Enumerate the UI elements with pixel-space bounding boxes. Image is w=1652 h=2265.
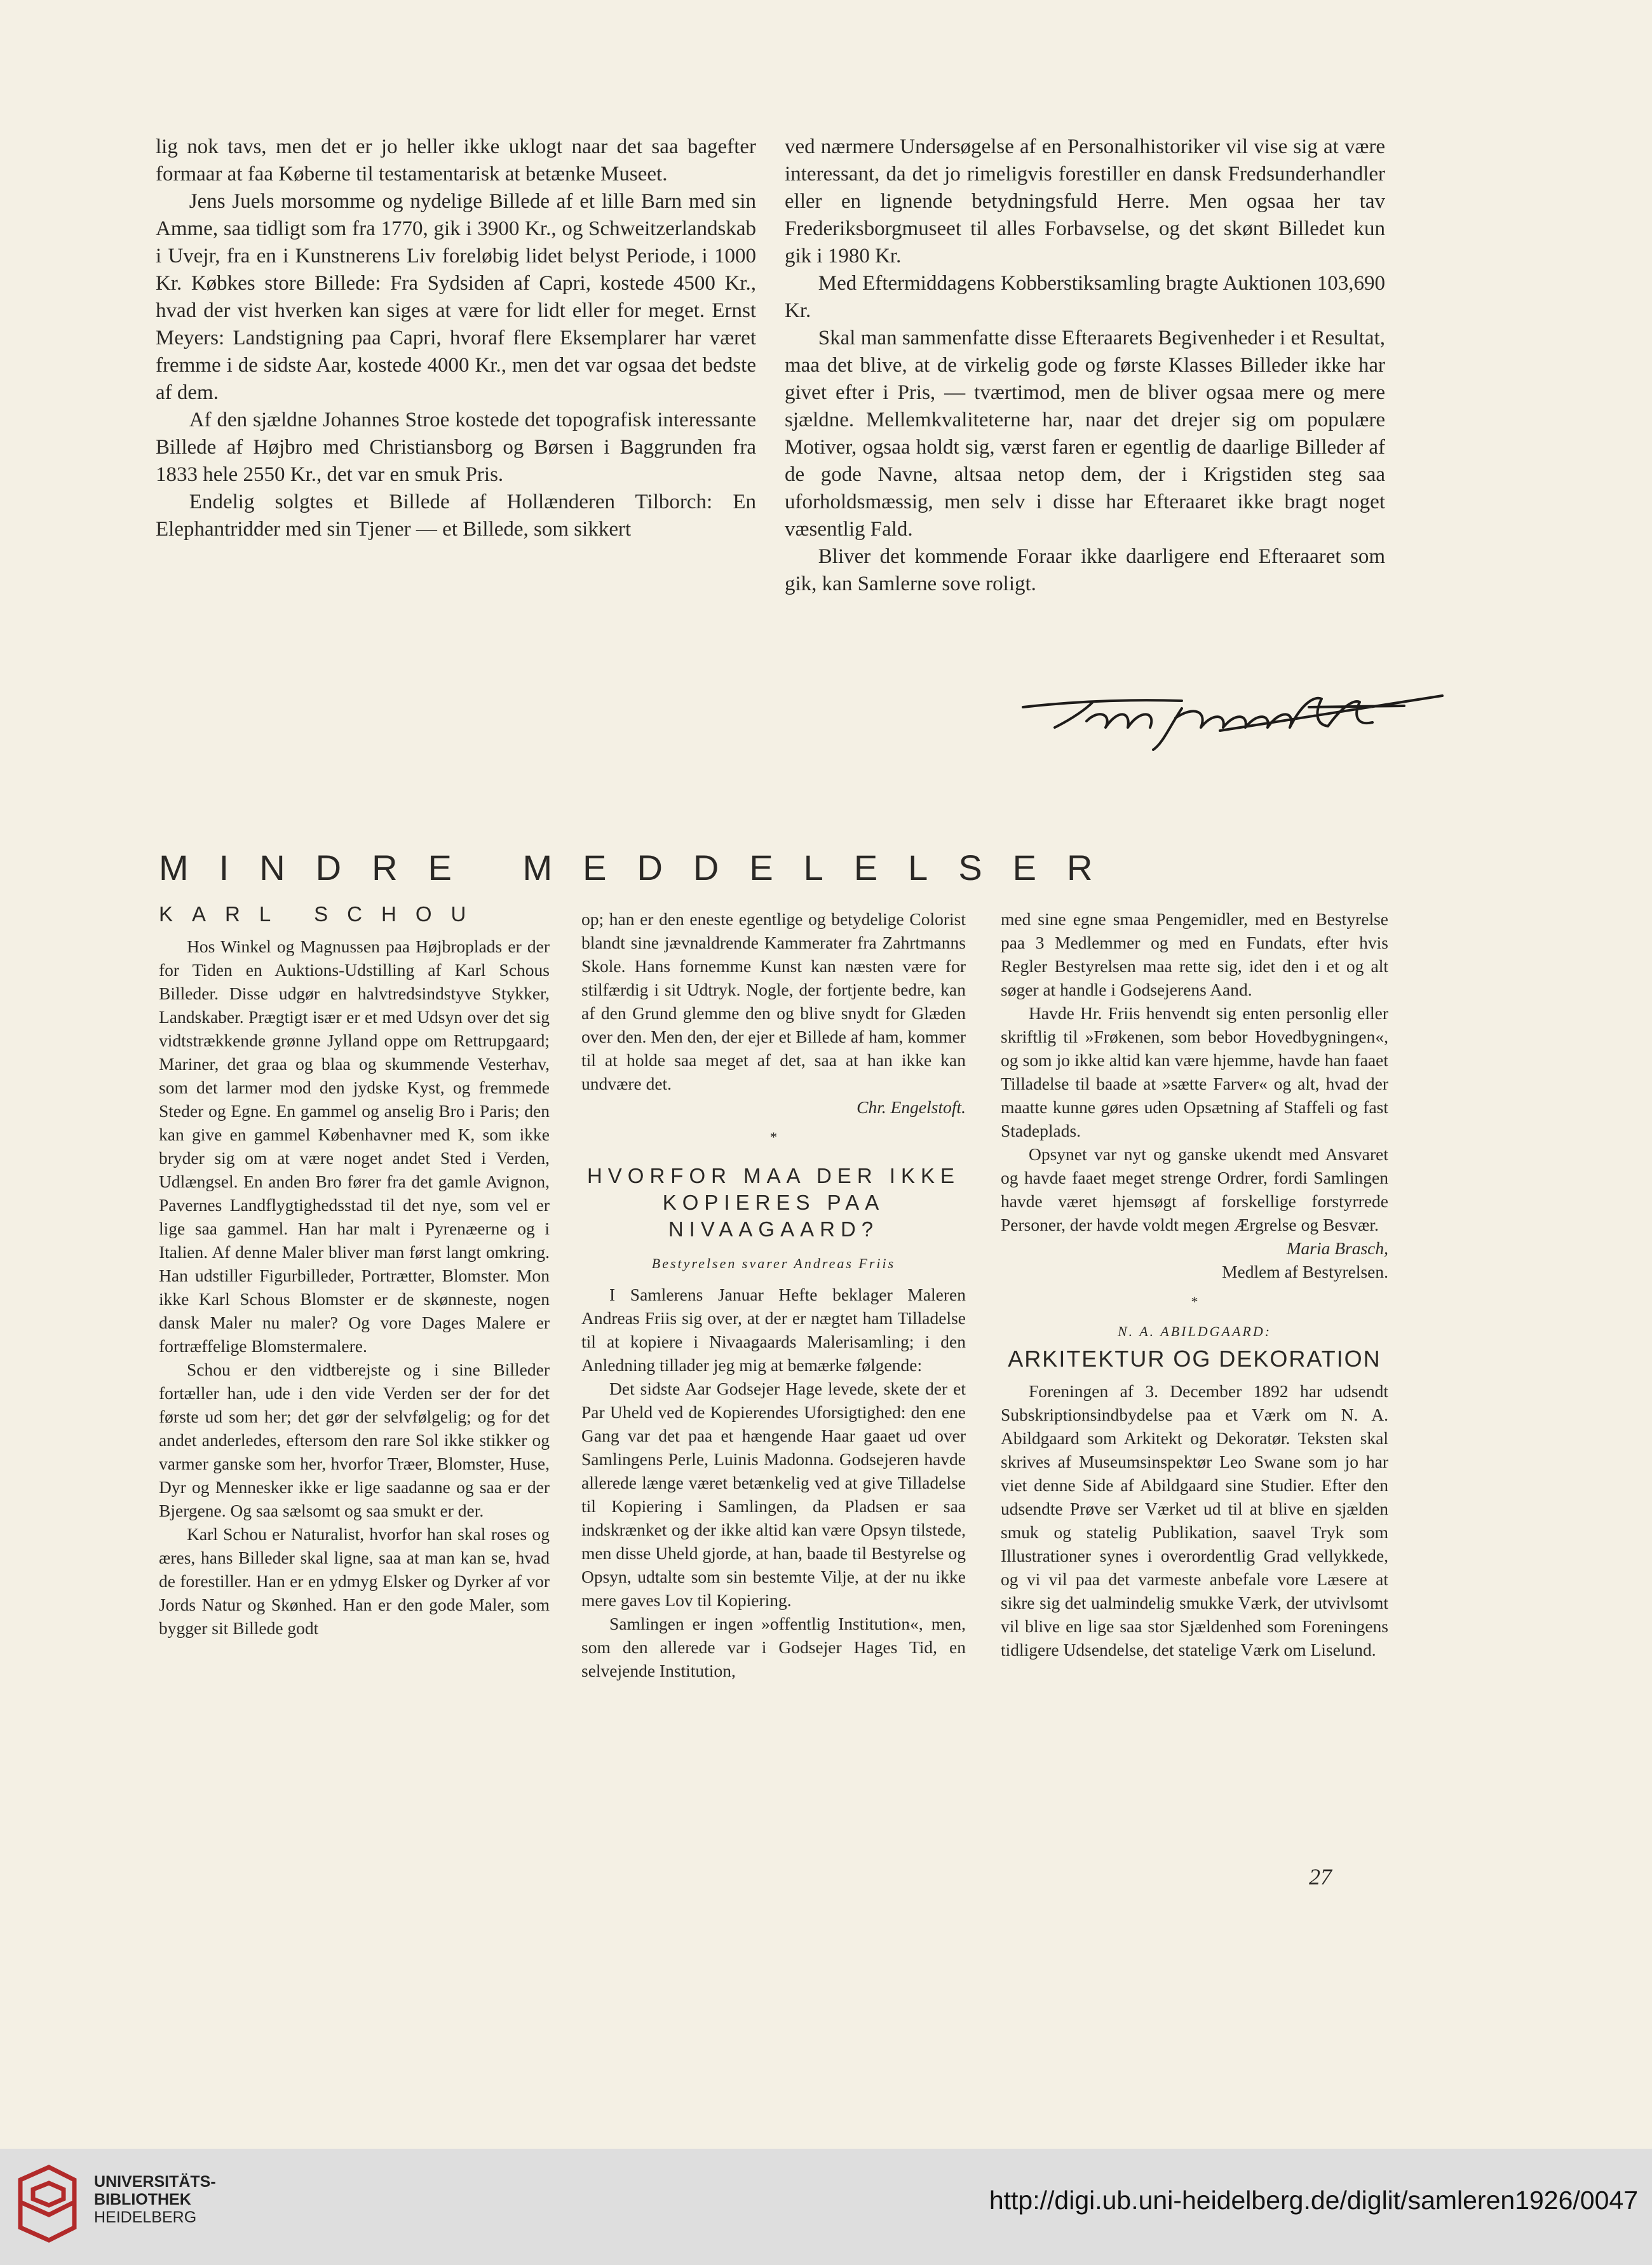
handwritten-signature bbox=[1017, 683, 1449, 753]
paragraph: Bliver det kommende Foraar ikke daarligere end Efteraaret som gik, kan Samlerne sove roligt. bbox=[785, 545, 1385, 595]
section-title: MINDRE MEDDELELSER bbox=[159, 847, 1123, 888]
paragraph: Havde Hr. Friis henvendt sig enten personlig eller skriftlig til »Frøkenen, som bebor Hovedbygningen«, og som jo ikke altid kan være hjemme, havde han faaet Tilladelse til baade at »sætte Farver« og alt, hvad der maatte kunne gøres uden Opsætning af Staffeli og fast Stadeplads. bbox=[1001, 1003, 1388, 1140]
paragraph: lig nok tavs, men det er jo heller ikke uklogt naar det saa bagefter formaar at faa Køberne til testamentarisk at betænke Museet. bbox=[156, 135, 756, 186]
karl-schou-column bbox=[159, 902, 550, 1640]
paragraph: Karl Schou er Naturalist, hvorfor han skal roses og æres, hans Billeder skal ligne, saa at man kan se, hvad de forestiller. Han er en ydmyg Elsker og Dyrker af vor Jords Natur og Skønhed. Han er den gode Maler, som bygger sit Billede godt bbox=[159, 1524, 550, 1638]
top-right-column bbox=[785, 133, 1385, 598]
middle-column bbox=[581, 907, 966, 1682]
library-logo-icon bbox=[14, 2164, 84, 2250]
separator-star: * bbox=[770, 1129, 777, 1145]
paragraph: Det sidste Aar Godsejer Hage levede, skete der et Par Uheld ved de Kopierendes Uforsigtighed: den ene Gang var det paa et hængende Haar gaaet ud over Samlingens Perle, Luinis Madonna. Godsejeren havde allerede længe været betænkelig ved at give Tilladelse til Kopiering i Samlingen, da Pladsen er saa indskrænket og der ikke altid kan være Opsyn tilstede, men disse Uheld gjorde, at han, baade til Bestyrelse og Opsyn, udtalte som sin bestemte Vilje, at der nu ikke mere gaves Lov til Kopiering. bbox=[581, 1379, 966, 1610]
paragraph: Endelig solgtes et Billede af Hollænderen Tilborch: En Elephantridder med sin Tjener — et Billede, som sikkert bbox=[156, 490, 756, 541]
source-url-link[interactable]: http://digi.ub.uni-heidelberg.de/diglit/samleren1926/0047 bbox=[989, 2186, 1638, 2215]
logo-line: UNIVERSITÄTS- bbox=[94, 2173, 216, 2191]
article-heading: ARKITEKTUR OG DEKORATION bbox=[1008, 1346, 1381, 1372]
paragraph: Hos Winkel og Magnussen paa Højbroplads er der for Tiden en Auktions-Udstilling af Karl Schous Billeder. Disse udgør en halvtredsindstyve Stykker, Landskaber. Prægtigt især er et med Udsyn over det sig vidtstrækkende grønne Jylland oppe om Rettrupgaard; Mariner, det graa og blaa og skummende Vesterhav, som det larmer mod den jydske Kyst, og fremmede Steder og Egne. En gammel og anselig Bro i Paris; den kan give en gammel Københavner med K, som ikke bryder sig om at være noget andet Sted i Verden, Udlængsel. En anden Bro fører fra det gamle Avignon, Pavernes Landflygtighedsstad til det nye, som vel er lige saa gammel. Han har malt i Pyrenæerne og i Italien. Af denne Maler bliver man først langt omkring. Han udstiller Figurbilleder, Portrætter, Blomster. Mon ikke Karl Schous Blomster er de skønneste, nogen dansk Maler nu maler? Og vore Dages Malere er fortræffelige Blomstermalere. bbox=[159, 936, 550, 1356]
paragraph: Af den sjældne Johannes Stroe kostede det topografisk interessante Billede af Højbro med Christiansborg og Børsen i Baggrunden fra 1833 hele 2550 Kr., det var en smuk Pris. bbox=[156, 409, 756, 486]
author-role: Medlem af Bestyrelsen. bbox=[1222, 1262, 1388, 1281]
paragraph: med sine egne smaa Pengemidler, med en Bestyrelse paa 3 Medlemmer og med en Fundats, efter hvis Regler Bestyrelsen maa rette sig, idet den i et og alt søger at handle i Godsejerens Aand. bbox=[1001, 909, 1388, 999]
footer-bar bbox=[0, 2149, 1652, 2265]
paragraph: op; han er den eneste egentlige og betydelige Colorist blandt sine jævnaldrende Kammerater fra Zahrtmanns Skole. Hans fornemme Kunst kan næsten være for stilfærdig i sit Udtryk. Nogle, der fortjente bedre, kan af den Grund glemme den og blive snydt for Glæden over den. Men den, der ejer et Billede af ham, kommer til at holde saa meget af det, saa at han ikke kan undvære det. bbox=[581, 909, 966, 1093]
paragraph: I Samlerens Januar Hefte beklager Maleren Andreas Friis sig over, at der er nægtet ham Tilladelse til at kopiere i Nivaagaards Malerisamling; i den Anledning tillader jeg mig at bemærke følgende: bbox=[581, 1285, 966, 1375]
page-number: 27 bbox=[1309, 1864, 1332, 1890]
library-logo-text bbox=[94, 2173, 216, 2226]
paragraph: Jens Juels morsomme og nydelige Billede af et lille Barn med sin Amme, saa tidligt som fra 1770, gik i 3900 Kr., og Schweitzerlandskab i Uvejr, fra en i Kunstnerens Liv foreløbig lidet belyst Periode, i 1000 Kr. Købkes store Billede: Fra Sydsiden af Capri, kostede 4500 Kr., hvad der vist hverken kan siges at være for lidt eller for meget. Ernst Meyers: Landstigning paa Capri, hvoraf flere Eksemplarer har været fremme i de sidste Aar, kostede 4000 Kr., men det var ogsaa det bedste af dem. bbox=[156, 190, 756, 404]
article-subheading: Bestyrelsen svarer Andreas Friis bbox=[651, 1255, 896, 1271]
article-author: Chr. Engelstoft. bbox=[856, 1097, 966, 1117]
article-author: Maria Brasch, bbox=[1286, 1238, 1388, 1258]
paragraph: Opsynet var nyt og ganske ukendt med Ansvaret og havde faaet meget strenge Ordrer, fordi Samlingen havde været hjemsøgt af forskellige forstyrrede Personer, der havde voldt megen Ærgrelse og Besvær. bbox=[1001, 1144, 1388, 1234]
right-column bbox=[1001, 907, 1388, 1661]
separator-star: * bbox=[1191, 1294, 1198, 1309]
article-heading: HVORFOR MAA DER IKKE KOPIERES PAA NIVAAGAARD? bbox=[586, 1164, 961, 1241]
logo-line: BIBLIOTHEK bbox=[94, 2191, 191, 2208]
paragraph: Skal man sammenfatte disse Efteraarets Begivenheder i et Resultat, maa det blive, at de virkelig gode og første Klasses Billeder ikke har givet efter i Pris, — tværtimod, men de bliver ogsaa mere og mere sjældne. Mellemkvaliteterne har, naar det drejer sig om populære Motiver, ogsaa holdt sig, værst faren er egentlig de daarlige Billeder af de gode Navne, altsaa netop dem, der i Krigstiden steg saa uforholdsmæssig, men selv i disse har Efteraaret ikke bragt noget væsentlig Fald. bbox=[785, 327, 1385, 541]
article-subheading: N. A. ABILDGAARD: bbox=[1117, 1323, 1272, 1339]
paragraph: Med Eftermiddagens Kobberstiksamling bragte Auktionen 103,690 Kr. bbox=[785, 272, 1385, 322]
top-left-column bbox=[156, 133, 756, 543]
paragraph: ved nærmere Undersøgelse af en Personalhistoriker vil vise sig at være interessant, da det jo rimeligvis forestiller en dansk Fredsunderhandler eller en lignende betydningsfuld Herre. Men ogsaa her tav Frederiksborgmuseet til alles Forbavselse, og det skønt Billedet kun gik i 1980 Kr. bbox=[785, 135, 1385, 267]
article-heading: KARL SCHOU bbox=[159, 902, 485, 926]
paragraph: Samlingen er ingen »offentlig Institution«, men, som den allerede var i Godsejer Hages Tid, en selvejende Institution, bbox=[581, 1614, 966, 1680]
paragraph: Schou er den vidtberejste og i sine Billeder fortæller han, ude i den vide Verden ser der for det første ud som her; det gør der selvfølgelig; og for det andet anderledes, eftersom den rare Sol ikke stikker og varmer ganske som her, hvorfor Træer, Blomster, Huse, Dyr og Mennesker ikke er lige saadanne og saa er der Bjergene. Og saa sælsomt og saa smukt er der. bbox=[159, 1360, 550, 1520]
logo-line: HEIDELBERG bbox=[94, 2208, 197, 2226]
paragraph: Foreningen af 3. December 1892 har udsendt Subskriptionsindbydelse paa et Værk om N. A. Abildgaard som Arkitekt og Dekoratør. Teksten skal skrives af Museumsinspektør Leo Swane som jo har viet denne Side af Abildgaard sine Studier. Efter den udsendte Prøve ser Værket ud til at blive en sjælden smuk og statelig Publikation, saavel Tryk som Illustrationer synes i overordentlig Grad vellykkede, og vi vil paa det varmeste anbefale vore Læsere at sikre sig det ualmindelig smukke Værk, der utvivlsomt vil blive en lige saa stor Sjældenhed som Foreningens tidligere Udsendelse, det statelige Værk om Liselund. bbox=[1001, 1381, 1388, 1660]
